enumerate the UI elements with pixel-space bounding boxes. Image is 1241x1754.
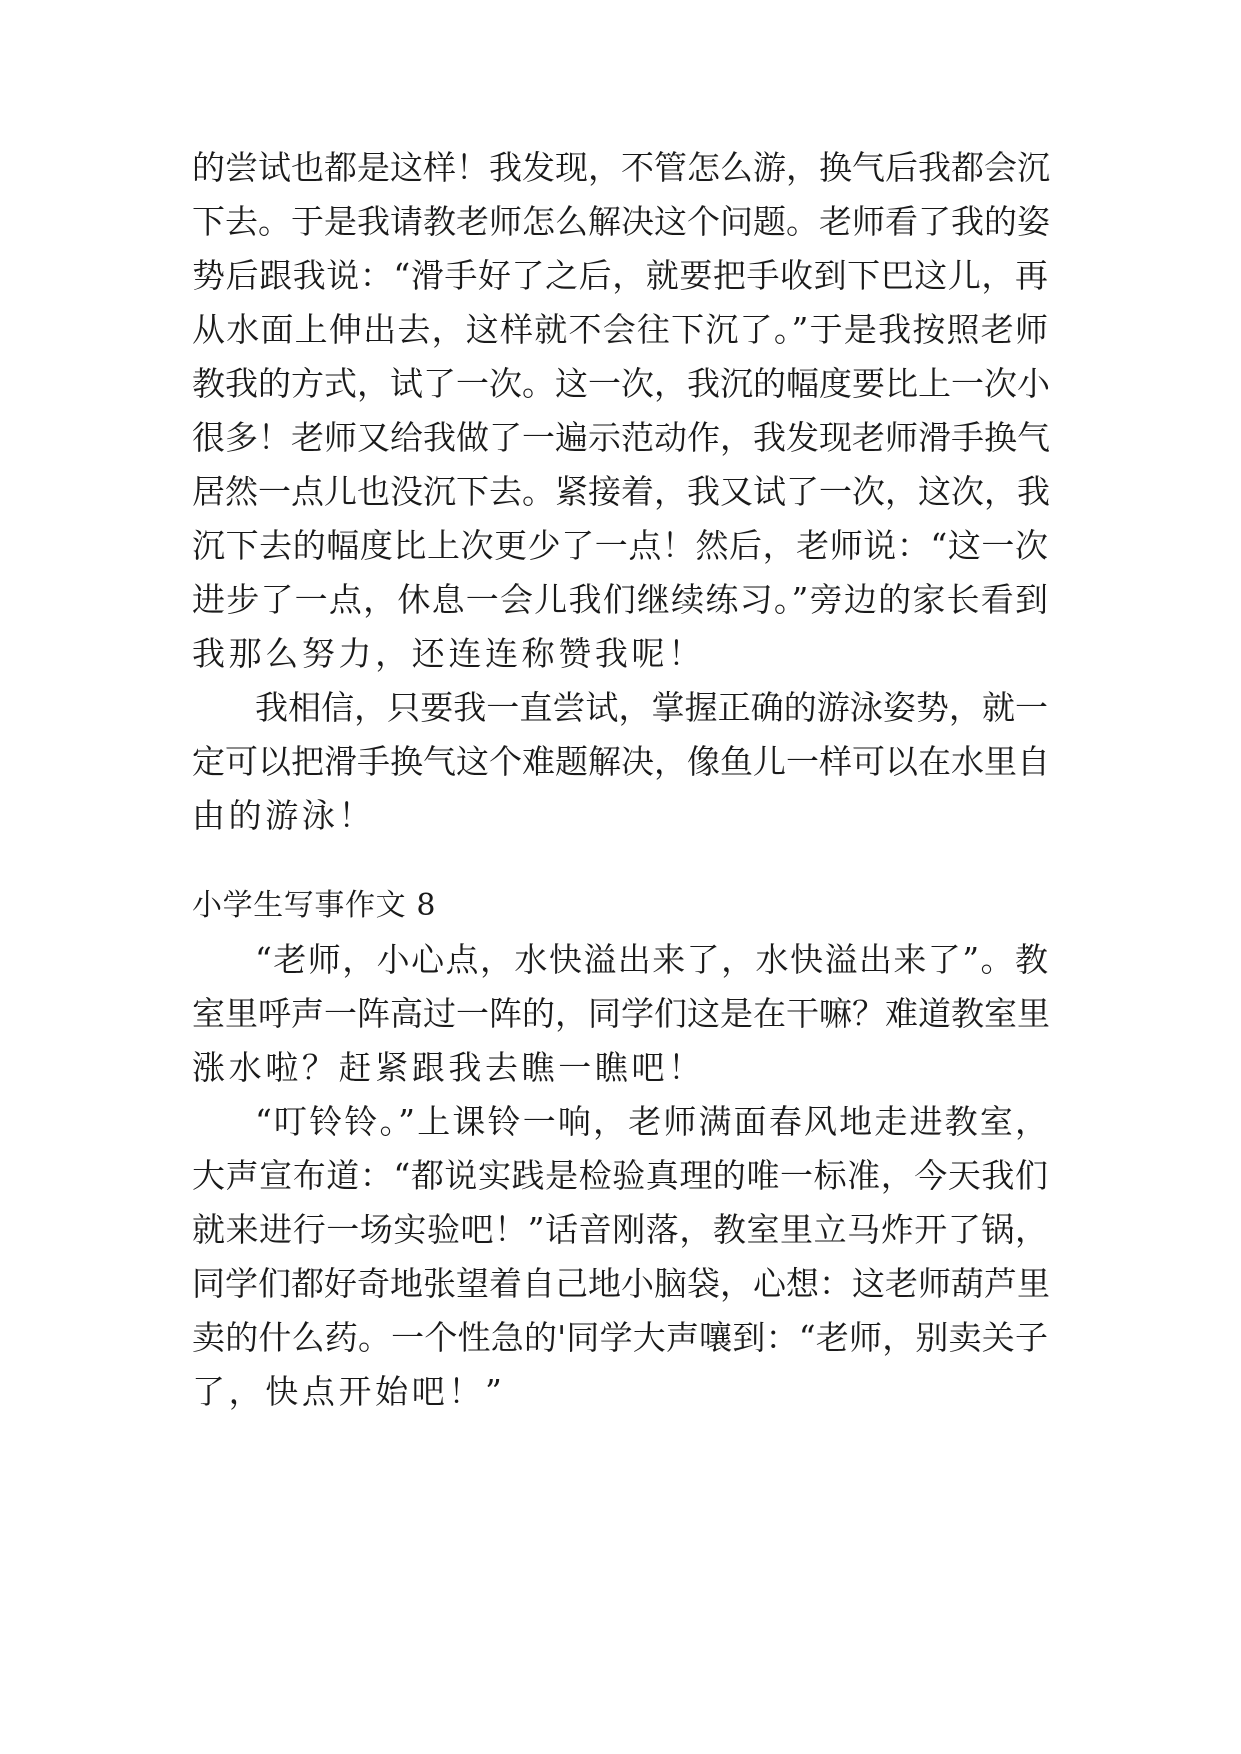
text-line: 居然一点儿也没沉下去。紧接着，我又试了一次，这次，我 (192, 472, 1050, 511)
text-line: 教我的方式，试了一次。这一次，我沉的幅度要比上一次小 (192, 364, 1050, 403)
text-line: 我那么努力，还连连称赞我呢！ (192, 634, 705, 673)
text-line: “老师，小心点，水快溢出来了，水快溢出来了”。教 (255, 940, 1048, 979)
text-line: 的尝试也都是这样！我发现，不管怎么游，换气后我都会沉 (192, 148, 1050, 187)
text-line: 同学们都好奇地张望着自己地小脑袋，心想：这老师葫芦里 (192, 1264, 1050, 1303)
text-line: 进步了一点，休息一会儿我们继续练习。”旁边的家长看到 (192, 580, 1048, 619)
text-line: 我相信，只要我一直尝试，掌握正确的游泳姿势，就一 (255, 688, 1048, 727)
text-line: 沉下去的幅度比上次更少了一点！然后，老师说：“这一次 (192, 526, 1048, 565)
text-line: 卖的什么药。一个性急的'同学大声嚷到：“老师，别卖关子 (192, 1318, 1048, 1357)
text-line: 就来进行一场实验吧！”话音刚落，教室里立马炸开了锅， (192, 1210, 1048, 1249)
text-line: 势后跟我说：“滑手好了之后，就要把手收到下巴这儿，再 (192, 256, 1048, 295)
section-heading: 小学生写事作文 8 (192, 888, 437, 923)
text-line: 涨水啦？赶紧跟我去瞧一瞧吧！ (192, 1048, 705, 1087)
text-line: 定可以把滑手换气这个难题解决，像鱼儿一样可以在水里自 (192, 742, 1050, 781)
text-line: 很多！老师又给我做了一遍示范动作，我发现老师滑手换气 (192, 418, 1050, 457)
text-line: 由的游泳！ (192, 796, 376, 835)
text-line: 下去。于是我请教老师怎么解决这个问题。老师看了我的姿 (192, 202, 1050, 241)
text-line: “叮铃铃。”上课铃一响，老师满面春风地走进教室， (255, 1102, 1048, 1141)
text-line: 大声宣布道：“都说实践是检验真理的唯一标准，今天我们 (192, 1156, 1048, 1195)
text-line: 室里呼声一阵高过一阵的，同学们这是在干嘛？难道教室里 (192, 994, 1050, 1033)
text-line: 了，快点开始吧！” (192, 1372, 506, 1411)
text-line: 从水面上伸出去，这样就不会往下沉了。”于是我按照老师 (192, 310, 1048, 349)
